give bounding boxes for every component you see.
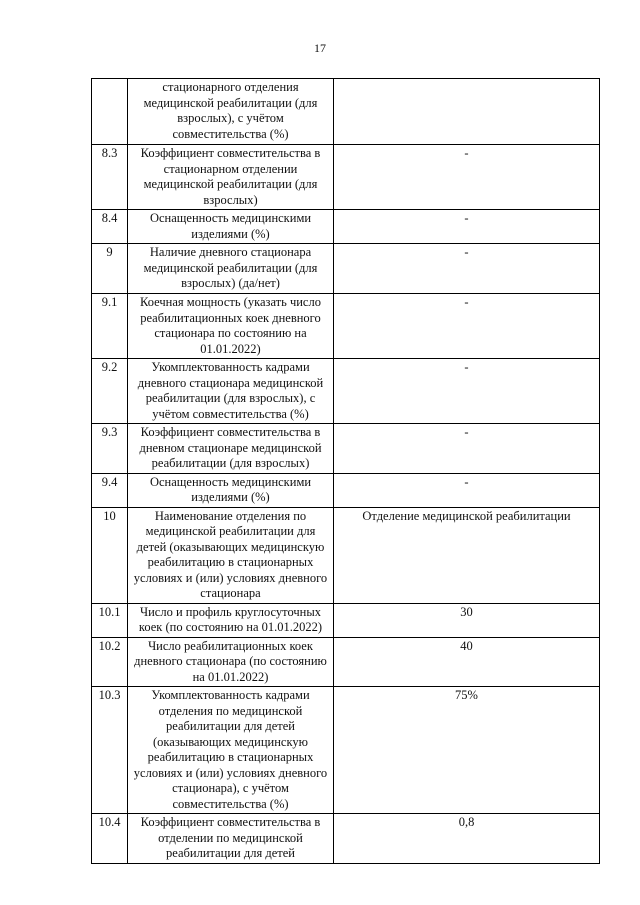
row-value: - xyxy=(334,359,600,424)
row-value: - xyxy=(334,294,600,359)
table-row xyxy=(92,244,600,294)
row-number: 10 xyxy=(92,507,128,603)
table-row xyxy=(92,637,600,687)
row-description: Укомплектованность кадрами дневного стационара медицинской реабилитации (для взрослых), с учётом совместительства (%) xyxy=(128,359,334,424)
row-value: - xyxy=(334,473,600,507)
row-number: 10.3 xyxy=(92,687,128,814)
row-value: 30 xyxy=(334,603,600,637)
row-value: 75% xyxy=(334,687,600,814)
row-description: Оснащенность медицинскими изделиями (%) xyxy=(128,473,334,507)
table-row xyxy=(92,359,600,424)
table-row xyxy=(92,79,600,145)
data-table xyxy=(91,78,600,864)
row-value: Отделение медицинской реабилитации xyxy=(334,507,600,603)
row-value: 0,8 xyxy=(334,814,600,864)
table-row xyxy=(92,145,600,210)
row-value: - xyxy=(334,244,600,294)
row-number xyxy=(92,79,128,145)
row-description: Коечная мощность (указать число реабилитационных коек дневного стационара по состоянию на 01.01.2022) xyxy=(128,294,334,359)
row-description: Число реабилитационных коек дневного стационара (по состоянию на 01.01.2022) xyxy=(128,637,334,687)
table-row xyxy=(92,424,600,474)
row-description: Наличие дневного стационара медицинской реабилитации (для взрослых) (да/нет) xyxy=(128,244,334,294)
table-row xyxy=(92,294,600,359)
row-value: 40 xyxy=(334,637,600,687)
page-number: 17 xyxy=(314,41,326,55)
row-description: Наименование отделения по медицинской реабилитации для детей (оказывающих медицинскую реабилитацию в стационарных условиях и (или) условиях дневного стационара xyxy=(128,507,334,603)
row-description: стационарного отделения медицинской реабилитации (для взрослых), с учётом совместительства (%) xyxy=(128,79,334,145)
table-row xyxy=(92,603,600,637)
row-description: Коэффициент совместительства в стационарном отделении медицинской реабилитации (для взрослых) xyxy=(128,145,334,210)
table-row xyxy=(92,687,600,814)
row-number: 9.4 xyxy=(92,473,128,507)
row-number: 9.1 xyxy=(92,294,128,359)
row-value: - xyxy=(334,424,600,474)
row-value xyxy=(334,79,600,145)
table-row xyxy=(92,473,600,507)
row-value: - xyxy=(334,210,600,244)
row-number: 8.4 xyxy=(92,210,128,244)
row-number: 10.4 xyxy=(92,814,128,864)
row-number: 10.1 xyxy=(92,603,128,637)
row-number: 9.2 xyxy=(92,359,128,424)
row-number: 10.2 xyxy=(92,637,128,687)
row-description: Оснащенность медицинскими изделиями (%) xyxy=(128,210,334,244)
table-row xyxy=(92,507,600,603)
row-number: 8.3 xyxy=(92,145,128,210)
row-description: Укомплектованность кадрами отделения по медицинской реабилитации для детей (оказывающих медицинскую реабилитацию в стационарных условиях и (или) условиях дневного стационара), с учётом совместительства (%) xyxy=(128,687,334,814)
table-row xyxy=(92,814,600,864)
row-description: Коэффициент совместительства в дневном стационаре медицинской реабилитации (для взрослых) xyxy=(128,424,334,474)
table-row xyxy=(92,210,600,244)
row-description: Число и профиль круглосуточных коек (по состоянию на 01.01.2022) xyxy=(128,603,334,637)
row-value: - xyxy=(334,145,600,210)
row-number: 9 xyxy=(92,244,128,294)
row-number: 9.3 xyxy=(92,424,128,474)
row-description: Коэффициент совместительства в отделении по медицинской реабилитации для детей xyxy=(128,814,334,864)
